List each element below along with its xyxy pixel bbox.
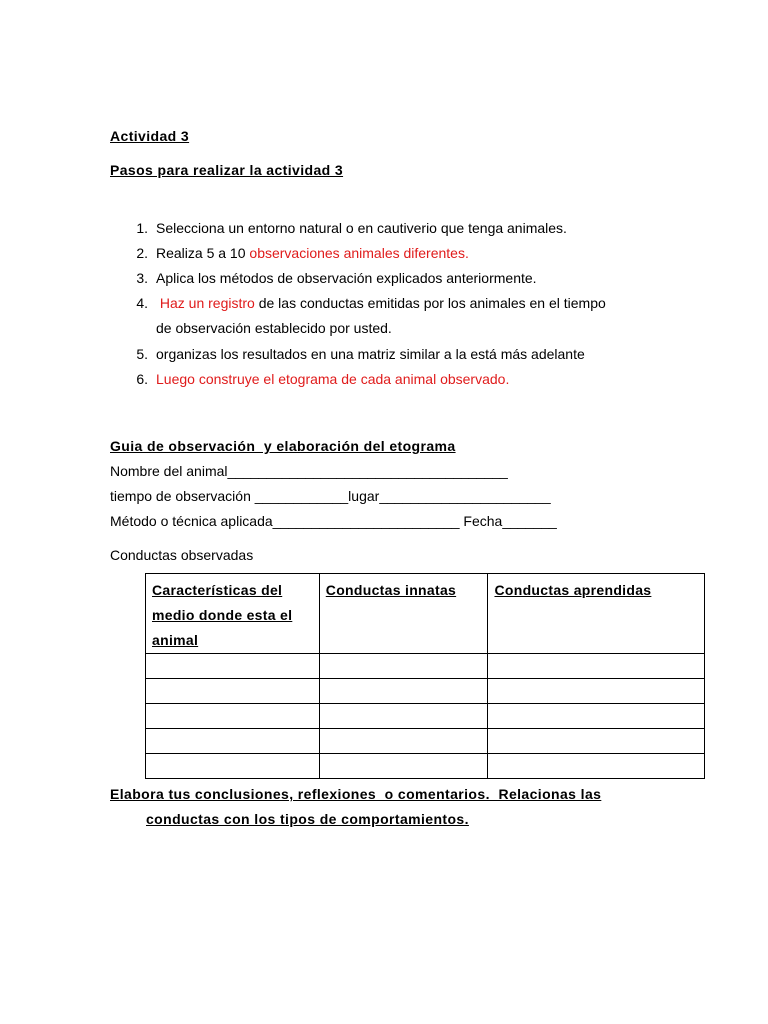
list-text-highlight: Haz un registro <box>156 295 255 311</box>
list-text <box>156 346 585 362</box>
table-cell[interactable] <box>146 704 320 729</box>
list-text <box>156 295 606 311</box>
list-text <box>156 371 509 387</box>
list-text <box>156 220 567 236</box>
list-number: 6. <box>136 371 148 387</box>
list-number: 3. <box>136 270 148 286</box>
method-date-field: Método o técnica aplicada________________________ Fecha_______ <box>110 513 557 529</box>
table-header-cell <box>319 574 488 654</box>
list-text <box>156 245 469 261</box>
list-number: 4. <box>136 295 148 311</box>
table-cell[interactable] <box>488 704 705 729</box>
guide-heading: Guia de observación y elaboración del etograma <box>110 438 456 454</box>
table-cell[interactable] <box>319 654 488 679</box>
list-text-highlight: Luego construye el etograma de cada animal observado. <box>156 371 510 387</box>
table-cell[interactable] <box>488 754 705 779</box>
table-cell[interactable] <box>319 729 488 754</box>
table-cell[interactable] <box>146 654 320 679</box>
table-cell[interactable] <box>488 654 705 679</box>
table-row <box>146 704 705 729</box>
list-text-highlight: observaciones animales diferentes. <box>249 245 469 261</box>
table-row <box>146 654 705 679</box>
list-text-part: Aplica los métodos de observación explicados anteriormente. <box>156 270 537 286</box>
table-header-text: Características del medio donde esta el animal <box>152 582 293 648</box>
list-text <box>156 270 537 286</box>
table-cell[interactable] <box>146 679 320 704</box>
table-header-cell <box>488 574 705 654</box>
table-header-row <box>146 574 705 654</box>
conclusion-line-1: Elabora tus conclusiones, reflexiones o comentarios. Relacionas las <box>110 786 602 802</box>
list-text-continuation: de observación establecido por usted. <box>156 320 392 336</box>
activity-title: Actividad 3 <box>110 128 190 144</box>
table-header-text: Conductas innatas <box>325 582 457 598</box>
table-cell[interactable] <box>319 679 488 704</box>
time-place-field: tiempo de observación ____________lugar______________________ <box>110 488 551 504</box>
table-cell[interactable] <box>319 754 488 779</box>
list-text-part: de las conductas emitidas por los animales en el tiempo <box>254 295 606 311</box>
table-cell[interactable] <box>146 754 320 779</box>
conclusion-line-2: conductas con los tipos de comportamientos. <box>146 811 469 827</box>
table-row <box>146 679 705 704</box>
table-row <box>146 754 705 779</box>
table-cell[interactable] <box>488 729 705 754</box>
list-text-part: organizas los resultados en una matriz similar a la está más adelante <box>156 346 585 362</box>
animal-name-field: Nombre del animal____________________________________ <box>110 463 508 479</box>
list-text-part: Selecciona un entorno natural o en cautiverio que tenga animales. <box>156 220 567 236</box>
table-header-cell <box>146 574 320 654</box>
list-number: 5. <box>136 346 148 362</box>
observation-table <box>145 573 705 779</box>
table-cell[interactable] <box>488 679 705 704</box>
table-header-text: Conductas aprendidas <box>494 582 652 598</box>
observed-label: Conductas observadas <box>110 547 254 563</box>
table-cell[interactable] <box>146 729 320 754</box>
list-text-part: Realiza 5 a 10 <box>156 245 250 261</box>
table-cell[interactable] <box>319 704 488 729</box>
list-number: 2. <box>136 245 148 261</box>
steps-heading: Pasos para realizar la actividad 3 <box>110 162 344 178</box>
table-row <box>146 729 705 754</box>
list-number: 1. <box>136 220 148 236</box>
